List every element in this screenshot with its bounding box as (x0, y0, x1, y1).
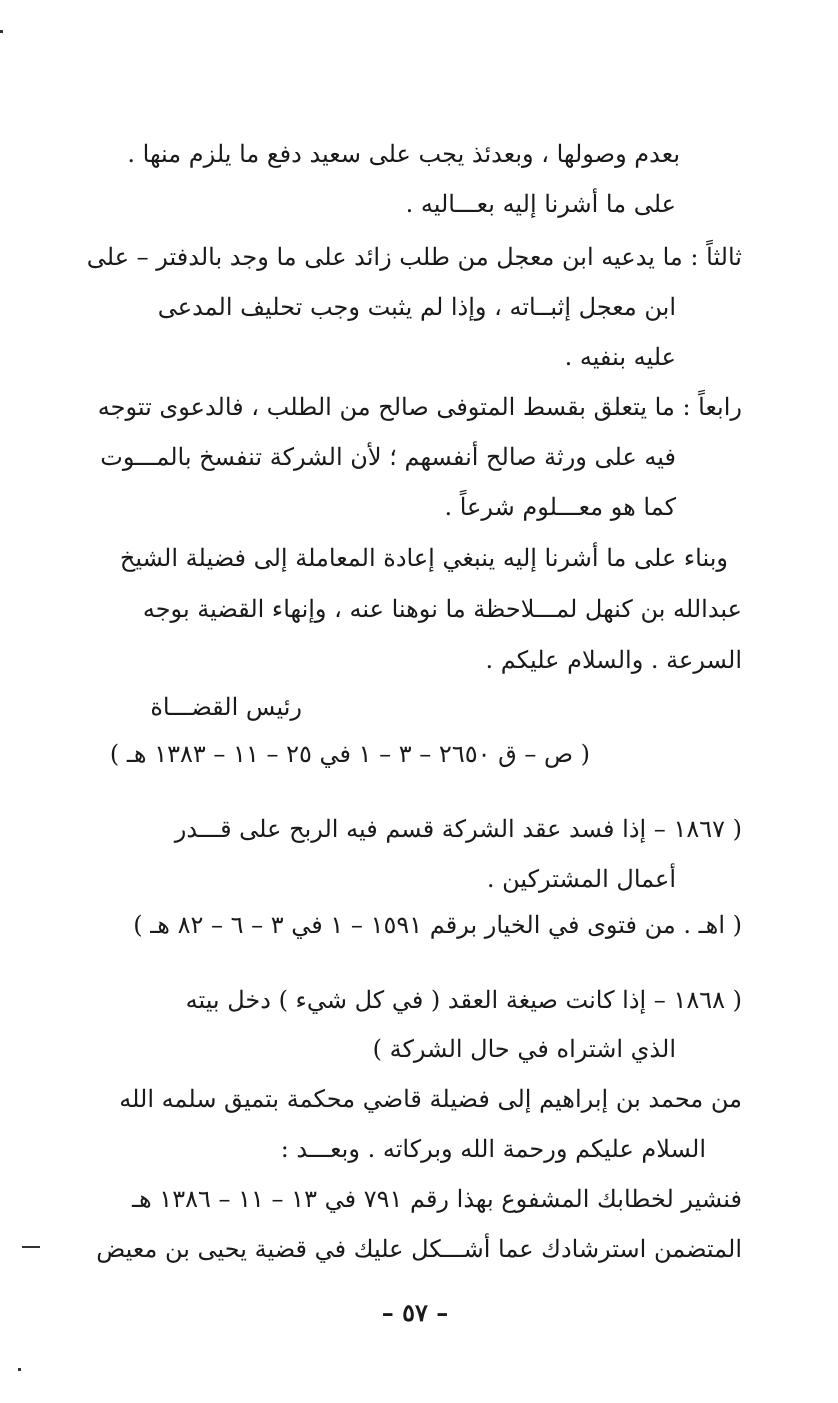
text-line: ( ١٨٦٨ – إذا كانت صيغة العقد ( في كل شيء ) دخل بيته (185, 986, 742, 1014)
page-number: – ٥٧ – (381, 1298, 449, 1327)
text-line: ( ١٨٦٧ – إذا فسد عقد الشركة قسم فيه الربح على قـــدر (174, 815, 742, 843)
text-line: السلام عليكم ورحمة الله وبركاته . وبعـــد : (280, 1135, 706, 1163)
text-line: على ما أشرنا إليه بعـــاليه . (405, 190, 676, 218)
text-line: ثالثاً : ما يدعيه ابن معجل من طلب زائد على ما وجد بالدفتر – على (86, 243, 742, 271)
text-line: فنشير لخطابك المشفوع بهذا رقم ٧٩١ في ١٣ – ١١ – ١٣٨٦ هـ (131, 1185, 742, 1213)
text-line: فيه على ورثة صالح أنفسهم ؛ لأن الشركة تنفسخ بالمـــوت (100, 443, 676, 471)
text-line: عبدالله بن كنهل لمـــلاحظة ما نوهنا عنه ، وإنهاء القضية بوجه (142, 595, 742, 623)
reference-line: ( اهـ . من فتوى في الخيار برقم ١٥٩١ – ١ في ٣ – ٦ – ٨٢ هـ ) (133, 911, 742, 939)
scan-mark (0, 30, 3, 33)
text-line: الذي اشتراه في حال الشركة ) (372, 1035, 676, 1063)
text-line: السرعة . والسلام عليكم . (485, 646, 742, 674)
scan-mark (18, 1368, 21, 1371)
reference-line: ( ص – ق ٢٦٥٠ – ٣ – ١ في ٢٥ – ١١ – ١٣٨٣ هـ ) (109, 740, 590, 768)
scan-mark (22, 1246, 40, 1248)
text-line: ابن معجل إثبــاته ، وإذا لم يثبت وجب تحليف المدعى (157, 293, 676, 321)
text-line: وبناء على ما أشرنا إليه ينبغي إعادة المعاملة إلى فضيلة الشيخ (119, 544, 728, 572)
text-line: عليه بنفيه . (564, 343, 676, 371)
text-line: بعدم وصولها ، وبعدئذ يجب على سعيد دفع ما يلزم منها . (127, 140, 680, 168)
text-line: المتضمن استرشادك عما أشـــكل عليك في قضية يحيى بن معيض (96, 1235, 742, 1263)
text-line: كما هو معـــلوم شرعاً . (444, 493, 676, 521)
text-line: رابعاً : ما يتعلق بقسط المتوفى صالح من الطلب ، فالدعوى تتوجه (97, 393, 742, 421)
text-line: أعمال المشتركين . (486, 865, 676, 893)
text-line: من محمد بن إبراهيم إلى فضيلة قاضي محكمة بتميق سلمه الله (119, 1085, 742, 1113)
signature-title: رئيس القضـــاة (150, 693, 302, 721)
